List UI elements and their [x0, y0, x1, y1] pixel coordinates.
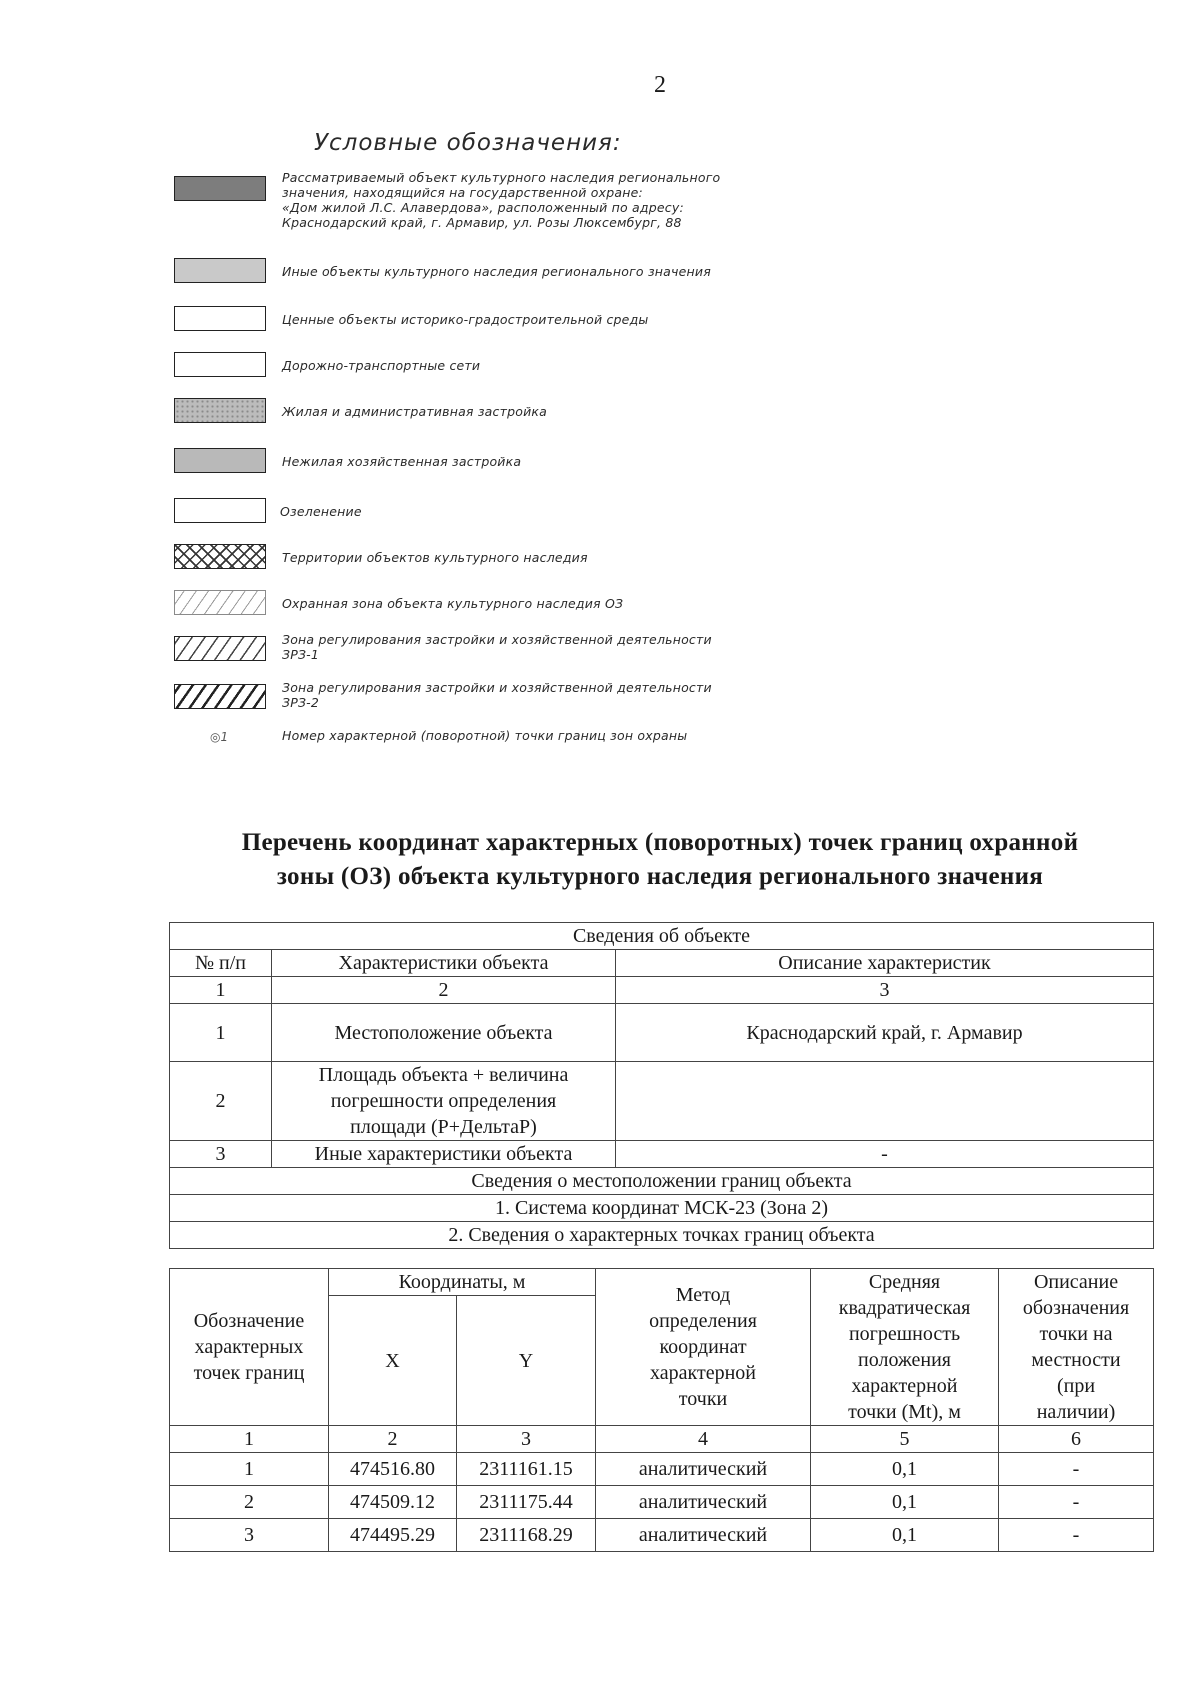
- points-table: [169, 1268, 1154, 1552]
- table-cell: -: [616, 1141, 1154, 1168]
- point-marker-icon: ◎1: [210, 730, 229, 744]
- legend-swatch-dark: [174, 176, 266, 201]
- point-method: аналитический: [596, 1486, 811, 1519]
- column-number: 1: [170, 1426, 329, 1453]
- column-number: 2: [329, 1426, 457, 1453]
- point-mt: 0,1: [811, 1486, 999, 1519]
- header-cell: Средняя квадратическая погрешность положения характерной точки (Mt), м: [811, 1269, 999, 1426]
- table-caption: Сведения об объекте: [170, 923, 1154, 950]
- header-cell: № п/п: [170, 950, 272, 977]
- table-cell: [616, 1062, 1154, 1141]
- coord-system: 1. Система координат МСК-23 (Зона 2): [170, 1195, 1154, 1222]
- legend-swatch-mid: [174, 448, 266, 473]
- table-row: [170, 1004, 1154, 1062]
- object-info-table: [169, 922, 1154, 1249]
- legend-swatch-hatch-light: [174, 590, 266, 615]
- legend-text: Зона регулирования застройки и хозяйственной деятельности ЗРЗ-1: [282, 632, 712, 662]
- point-method: аналитический: [596, 1453, 811, 1486]
- table-row: [170, 977, 1154, 1004]
- legend-title: Условные обозначения:: [314, 130, 622, 156]
- legend-swatch-white: [174, 306, 266, 331]
- legend-swatch-cross: [174, 544, 266, 569]
- table-row: [170, 950, 1154, 977]
- point-id: 2: [170, 1486, 329, 1519]
- table-cell: 2: [170, 1062, 272, 1141]
- point-y: 2311161.15: [457, 1453, 596, 1486]
- point-desc: -: [999, 1453, 1154, 1486]
- column-number: 3: [616, 977, 1154, 1004]
- header-cell: Метод определения координат характерной точки: [596, 1269, 811, 1426]
- table-cell: 1: [170, 1004, 272, 1062]
- header-cell: Координаты, м: [329, 1269, 596, 1296]
- header-cell: Описание характеристик: [616, 950, 1154, 977]
- page-number: 2: [654, 72, 666, 98]
- legend-text: Охранная зона объекта культурного наследия ОЗ: [282, 596, 624, 611]
- document-heading: [160, 826, 1160, 894]
- legend-text: Территории объектов культурного наследия: [282, 550, 588, 565]
- legend-swatch-hatch-dark: [174, 684, 266, 709]
- column-number: 4: [596, 1426, 811, 1453]
- point-id: 3: [170, 1519, 329, 1552]
- header-cell: Описание обозначения точки на местности (при наличии): [999, 1269, 1154, 1426]
- legend-text: Ценные объекты историко-градостроительной среды: [282, 312, 649, 327]
- table-row: [170, 1519, 1154, 1552]
- point-mt: 0,1: [811, 1453, 999, 1486]
- table-caption: 2. Сведения о характерных точках границ объекта: [170, 1222, 1154, 1249]
- legend-text: Зона регулирования застройки и хозяйственной деятельности ЗРЗ-2: [282, 680, 712, 710]
- point-x: 474509.12: [329, 1486, 457, 1519]
- table-cell: Местоположение объекта: [272, 1004, 616, 1062]
- table-cell: Краснодарский край, г. Армавир: [616, 1004, 1154, 1062]
- table-row: [170, 1453, 1154, 1486]
- legend-text: Иные объекты культурного наследия регионального значения: [282, 264, 711, 279]
- table-cell: 3: [170, 1141, 272, 1168]
- column-number: 2: [272, 977, 616, 1004]
- point-id: 1: [170, 1453, 329, 1486]
- column-number: 1: [170, 977, 272, 1004]
- column-number: 5: [811, 1426, 999, 1453]
- table-row: [170, 1168, 1154, 1195]
- legend-text: Нежилая хозяйственная застройка: [282, 454, 522, 469]
- table-row: [170, 1141, 1154, 1168]
- table-row: [170, 1486, 1154, 1519]
- legend-text: Номер характерной (поворотной) точки границ зон охраны: [282, 728, 688, 743]
- point-x: 474516.80: [329, 1453, 457, 1486]
- legend-text: Жилая и административная застройка: [282, 404, 548, 419]
- legend-swatch-gray: [174, 258, 266, 283]
- table-row: [170, 923, 1154, 950]
- table-cell: Площадь объекта + величина погрешности определения площади (Р+ДельтаР): [272, 1062, 616, 1141]
- header-cell: X: [329, 1296, 457, 1426]
- column-number: 6: [999, 1426, 1154, 1453]
- point-method: аналитический: [596, 1519, 811, 1552]
- point-desc: -: [999, 1486, 1154, 1519]
- table-row: [170, 1426, 1154, 1453]
- legend-swatch-hatch-mid: [174, 636, 266, 661]
- table-row: [170, 1062, 1154, 1141]
- legend-swatch-white: [174, 352, 266, 377]
- point-y: 2311175.44: [457, 1486, 596, 1519]
- table-cell: Иные характеристики объекта: [272, 1141, 616, 1168]
- table-caption: Сведения о местоположении границ объекта: [170, 1168, 1154, 1195]
- point-x: 474495.29: [329, 1519, 457, 1552]
- table-row: [170, 1269, 1154, 1296]
- table-row: [170, 1222, 1154, 1249]
- heading-text: Перечень координат характерных (поворотных) точек границ охранной зоны (ОЗ) объекта культурного наследия регионального значения: [241, 829, 1079, 890]
- header-cell: Характеристики объекта: [272, 950, 616, 977]
- column-number: 3: [457, 1426, 596, 1453]
- point-mt: 0,1: [811, 1519, 999, 1552]
- legend-swatch-speckle: [174, 398, 266, 423]
- legend-swatch-white: [174, 498, 266, 523]
- header-cell: Y: [457, 1296, 596, 1426]
- point-desc: -: [999, 1519, 1154, 1552]
- legend-text: Рассматриваемый объект культурного наследия регионального значения, находящийся на государственной охране: «Дом жилой Л.С. Алавердова», расположенный по адресу: Краснодарский край, г. Армавир, ул. Розы Люксембург, 88: [282, 170, 721, 230]
- legend-text: Дорожно-транспортные сети: [282, 358, 481, 373]
- point-y: 2311168.29: [457, 1519, 596, 1552]
- legend-text: Озеленение: [280, 504, 362, 519]
- table-row: [170, 1195, 1154, 1222]
- header-cell: Обозначение характерных точек границ: [170, 1269, 329, 1426]
